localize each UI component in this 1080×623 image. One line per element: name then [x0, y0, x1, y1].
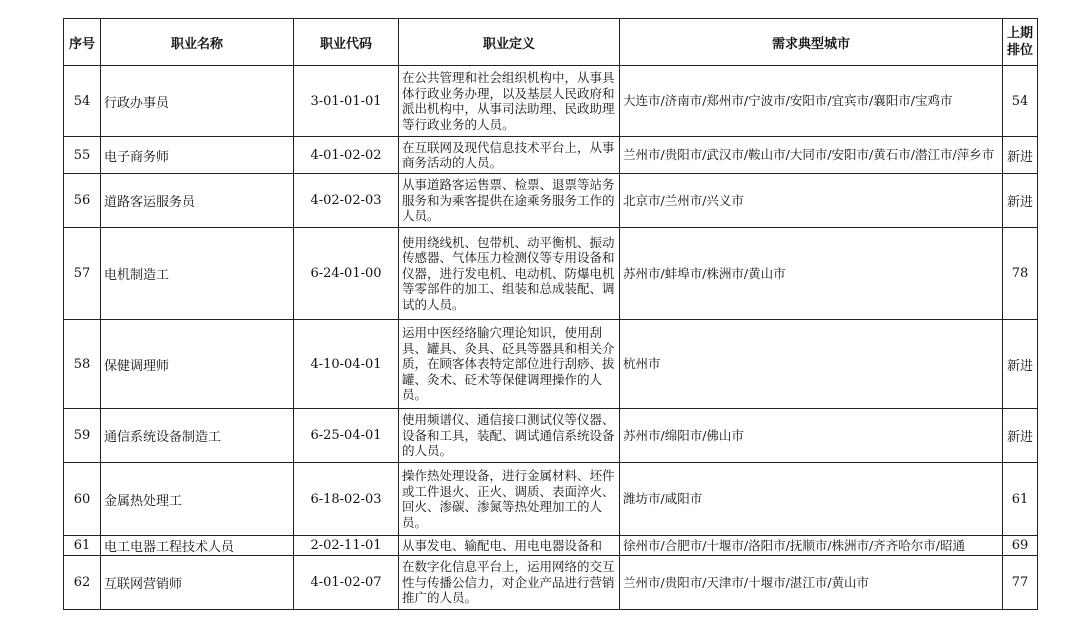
table-row — [64, 320, 1038, 409]
cell-code: 6-24-01-00 — [294, 228, 399, 320]
cell-name: 电子商务师 — [101, 137, 294, 174]
cell-definition: 从事道路客运售票、检票、退票等站务服务和为乘客提供在途乘务服务工作的人员。 — [399, 174, 620, 228]
cell-definition: 运用中医经络腧穴理论知识，使用刮具、罐具、灸具、砭具等器具和相关介质，在顾客体表特定部位进行刮痧、拔罐、灸术、砭术等保健调理操作的人员。 — [399, 320, 620, 409]
cell-prev-rank: 77 — [1003, 556, 1038, 610]
cell-seq: 59 — [64, 409, 101, 463]
cell-name: 道路客运服务员 — [101, 174, 294, 228]
cell-code: 4-02-02-03 — [294, 174, 399, 228]
cell-seq: 61 — [64, 536, 101, 556]
table-row — [64, 174, 1038, 228]
cell-code: 6-25-04-01 — [294, 409, 399, 463]
table-row — [64, 556, 1038, 610]
cell-name: 通信系统设备制造工 — [101, 409, 294, 463]
cell-definition: 在互联网及现代信息技术平台上，从事商务活动的人员。 — [399, 137, 620, 174]
cell-definition: 使用频谱仪、通信接口测试仪等仪器、设备和工具，装配、调试通信系统设备的人员。 — [399, 409, 620, 463]
cell-code: 6-18-02-03 — [294, 463, 399, 536]
cell-name: 行政办事员 — [101, 66, 294, 137]
header-seq: 序号 — [64, 19, 101, 66]
table-header-row — [64, 19, 1038, 66]
cell-name: 互联网营销师 — [101, 556, 294, 610]
cell-definition: 在数字化信息平台上，运用网络的交互性与传播公信力，对企业产品进行营销推广的人员。 — [399, 556, 620, 610]
table-row — [64, 137, 1038, 174]
cell-cities: 杭州市 — [620, 320, 1003, 409]
cell-prev-rank: 新进 — [1003, 409, 1038, 463]
cell-definition: 使用绕线机、包带机、动平衡机、振动传感器、气体压力检测仪等专用设备和仪器，进行发电机、电动机、防爆电机等零部件的加工、组装和总成装配、调试的人员。 — [399, 228, 620, 320]
cell-seq: 54 — [64, 66, 101, 137]
cell-name: 保健调理师 — [101, 320, 294, 409]
cell-prev-rank: 54 — [1003, 66, 1038, 137]
header-code: 职业代码 — [294, 19, 399, 66]
cell-prev-rank: 新进 — [1003, 320, 1038, 409]
table-row — [64, 463, 1038, 536]
cell-definition: 在公共管理和社会组织机构中，从事具体行政业务办理，以及基层人民政府和派出机构中，从事司法助理、民政助理等行政业务的人员。 — [399, 66, 620, 137]
header-cities: 需求典型城市 — [620, 19, 1003, 66]
cell-code: 4-01-02-07 — [294, 556, 399, 610]
cell-cities: 大连市/济南市/郑州市/宁波市/安阳市/宜宾市/襄阳市/宝鸡市 — [620, 66, 1003, 137]
cell-cities: 兰州市/贵阳市/天津市/十堰市/湛江市/黄山市 — [620, 556, 1003, 610]
cell-code: 4-01-02-02 — [294, 137, 399, 174]
cell-prev-rank: 新进 — [1003, 174, 1038, 228]
cell-seq: 58 — [64, 320, 101, 409]
cell-seq: 55 — [64, 137, 101, 174]
cell-prev-rank: 新进 — [1003, 137, 1038, 174]
cell-cities: 苏州市/蚌埠市/株洲市/黄山市 — [620, 228, 1003, 320]
table-row — [64, 66, 1038, 137]
cell-cities: 北京市/兰州市/兴义市 — [620, 174, 1003, 228]
cell-prev-rank: 78 — [1003, 228, 1038, 320]
cell-cities: 潍坊市/咸阳市 — [620, 463, 1003, 536]
occupation-table — [63, 18, 1038, 610]
cell-definition: 操作热处理设备，进行金属材料、坯件或工件退火、正火、调质、表面淬火、回火、渗碳、渗氮等热处理加工的人员。 — [399, 463, 620, 536]
cell-seq: 62 — [64, 556, 101, 610]
cell-prev-rank: 69 — [1003, 536, 1038, 556]
cell-seq: 56 — [64, 174, 101, 228]
cell-seq: 60 — [64, 463, 101, 536]
header-definition: 职业定义 — [399, 19, 620, 66]
cell-definition: 从事发电、输配电、用电电器设备和 — [399, 536, 620, 556]
header-name: 职业名称 — [101, 19, 294, 66]
cell-name: 金属热处理工 — [101, 463, 294, 536]
cell-code: 3-01-01-01 — [294, 66, 399, 137]
cell-code: 2-02-11-01 — [294, 536, 399, 556]
table-row — [64, 228, 1038, 320]
table-row — [64, 409, 1038, 463]
cell-code: 4-10-04-01 — [294, 320, 399, 409]
cell-cities: 苏州市/绵阳市/佛山市 — [620, 409, 1003, 463]
cell-name: 电工电器工程技术人员 — [101, 536, 294, 556]
cell-name: 电机制造工 — [101, 228, 294, 320]
table-row — [64, 536, 1038, 556]
cell-seq: 57 — [64, 228, 101, 320]
cell-cities: 徐州市/合肥市/十堰市/洛阳市/抚顺市/株洲市/齐齐哈尔市/昭通 — [620, 536, 1003, 556]
cell-prev-rank: 61 — [1003, 463, 1038, 536]
header-prev-rank: 上期排位 — [1003, 19, 1038, 66]
cell-cities: 兰州市/贵阳市/武汉市/鞍山市/大同市/安阳市/黄石市/潜江市/萍乡市 — [620, 137, 1003, 174]
